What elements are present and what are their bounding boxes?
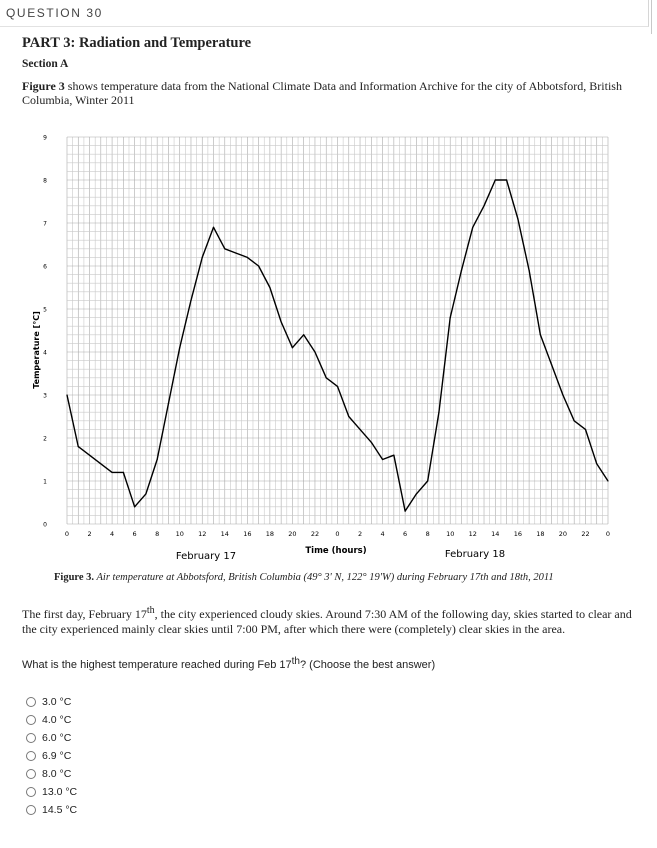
data-point [551, 364, 552, 365]
data-point [416, 493, 417, 494]
question-text-cont: ? (Choose the best answer) [300, 659, 436, 671]
scrollbar[interactable] [651, 0, 652, 34]
data-point [359, 429, 360, 430]
radio-icon[interactable] [26, 715, 36, 725]
question-prompt [22, 656, 435, 671]
paragraph-text: The first day, February 17 [22, 607, 147, 621]
x-tick-label: 2 [357, 530, 363, 538]
option-label: 8.0 °C [42, 768, 72, 780]
option-label: 3.0 °C [42, 696, 72, 708]
data-point [202, 257, 203, 258]
answer-option[interactable] [26, 783, 77, 801]
x-tick-label: 18 [265, 530, 275, 538]
data-point [292, 347, 293, 348]
x-tick-label: 6 [132, 530, 137, 538]
data-point [607, 480, 608, 481]
x-tick-label: 18 [536, 530, 545, 538]
x-tick-label: 16 [243, 530, 252, 538]
y-tick-label: 7 [43, 220, 47, 228]
chart-grid [67, 137, 608, 524]
x-tick-label: 14 [491, 530, 500, 538]
paragraph-text-cont: , the city experienced cloudy skies. Around 7:30 AM of the following day, skies started to clear and the city experienced mainly clear skies until 7:00 PM, after which there were (completely) clear skies in the area. [22, 607, 632, 636]
y-tick-label: 4 [43, 349, 47, 357]
data-point [134, 506, 135, 507]
data-point [224, 248, 225, 249]
figure-caption [54, 572, 554, 583]
data-point [472, 227, 473, 228]
x-tick-label: 0 [335, 530, 340, 538]
option-label: 4.0 °C [42, 714, 72, 726]
data-point [258, 265, 259, 266]
data-point [483, 205, 484, 206]
intro-body: shows temperature data from the National Climate Data and Information Archive for the city of Abbotsford, British Columbia, Winter 2011 [22, 79, 622, 107]
day-label-feb-17: February 17 [175, 551, 237, 562]
y-tick-label: 2 [43, 435, 47, 443]
data-point [585, 429, 586, 430]
data-point [326, 377, 327, 378]
y-tick-label: 6 [43, 263, 47, 271]
y-tick-label: 0 [43, 521, 47, 529]
option-label: 6.9 °C [42, 750, 72, 762]
data-point [495, 179, 496, 180]
answer-option[interactable] [26, 693, 77, 711]
answer-option[interactable] [26, 711, 77, 729]
x-tick-label: 4 [380, 530, 385, 538]
data-point [179, 347, 180, 348]
data-point [574, 420, 575, 421]
data-point [314, 351, 315, 352]
x-tick-label: 20 [288, 530, 297, 538]
option-label: 6.0 °C [42, 732, 72, 744]
radio-icon[interactable] [26, 751, 36, 761]
question-text: What is the highest temperature reached during Feb 17 [22, 659, 292, 671]
y-tick-label: 5 [43, 306, 47, 314]
y-axis-label: Temperature [°C] [32, 311, 41, 389]
data-point [100, 463, 101, 464]
data-point [438, 412, 439, 413]
x-tick-label: 14 [220, 530, 229, 538]
answer-option[interactable] [26, 747, 77, 765]
question-title: QUESTION 30 [6, 6, 103, 20]
x-tick-label: 22 [581, 530, 590, 538]
intro-text [22, 79, 632, 107]
x-tick-label: 0 [64, 530, 70, 538]
data-point [529, 270, 530, 271]
paragraph-sup: th [146, 605, 155, 616]
option-label: 13.0 °C [42, 786, 78, 798]
x-tick-label: 22 [310, 530, 320, 538]
data-point [89, 455, 90, 456]
x-tick-label: 12 [468, 530, 477, 538]
data-point [303, 334, 304, 335]
data-point [235, 253, 236, 254]
x-tick-label: 16 [513, 530, 522, 538]
question-sup: th [291, 656, 300, 667]
x-tick-label: 20 [558, 530, 568, 538]
x-tick-label: 2 [87, 530, 92, 538]
x-axis-label: Time (hours) [305, 546, 367, 556]
day-label-feb-18: February 18 [444, 549, 506, 560]
y-tick-label: 8 [43, 177, 47, 185]
x-tick-label: 12 [198, 530, 207, 538]
data-point [123, 472, 124, 473]
data-point [596, 463, 597, 464]
data-point [337, 386, 338, 387]
data-point [562, 394, 563, 395]
temperature-chart [22, 120, 622, 570]
x-tick-label: 0 [605, 530, 611, 538]
x-tick-label: 10 [446, 530, 455, 538]
data-point [393, 455, 394, 456]
data-point [405, 511, 406, 512]
data-point [517, 218, 518, 219]
data-point [281, 321, 282, 322]
data-point [371, 442, 372, 443]
chart-axes [43, 135, 610, 539]
data-point [145, 493, 146, 494]
data-point [213, 227, 214, 228]
radio-icon[interactable] [26, 697, 36, 707]
y-tick-label: 3 [43, 392, 47, 400]
data-point [190, 300, 191, 301]
answer-option[interactable] [26, 765, 77, 783]
x-tick-label: 8 [155, 530, 160, 538]
figure-reference: Figure 3 [22, 79, 65, 93]
data-point [427, 480, 428, 481]
y-tick-label: 9 [43, 134, 47, 142]
answer-option[interactable] [26, 801, 77, 819]
radio-icon[interactable] [26, 805, 36, 815]
data-point [506, 179, 507, 180]
data-point [461, 270, 462, 271]
option-label: 14.5 °C [42, 804, 78, 816]
caption-label: Figure 3. [54, 572, 95, 583]
data-point [111, 472, 112, 473]
data-point [540, 334, 541, 335]
x-tick-label: 6 [403, 530, 408, 538]
radio-icon[interactable] [26, 733, 36, 743]
context-paragraph [22, 603, 634, 637]
data-point [450, 317, 451, 318]
part-title: PART 3: Radiation and Temperature [22, 35, 252, 51]
data-point [157, 459, 158, 460]
x-tick-label: 8 [425, 530, 430, 538]
answer-options [26, 693, 77, 819]
data-point [382, 459, 383, 460]
data-point [348, 416, 349, 417]
data-point [168, 403, 169, 404]
y-tick-label: 1 [43, 478, 47, 486]
data-point [247, 257, 248, 258]
radio-icon[interactable] [26, 769, 36, 779]
radio-icon[interactable] [26, 787, 36, 797]
data-point [78, 446, 79, 447]
data-point [269, 287, 270, 288]
x-tick-label: 10 [175, 530, 184, 538]
x-tick-label: 4 [110, 530, 115, 538]
question-header [0, 0, 649, 27]
section-title: Section A [22, 58, 69, 70]
data-point [66, 394, 67, 395]
caption-text: Air temperature at Abbotsford, British Columbia (49° 3' N, 122° 19'W) during February 17th and 18th, 2011 [94, 572, 554, 583]
answer-option[interactable] [26, 729, 77, 747]
